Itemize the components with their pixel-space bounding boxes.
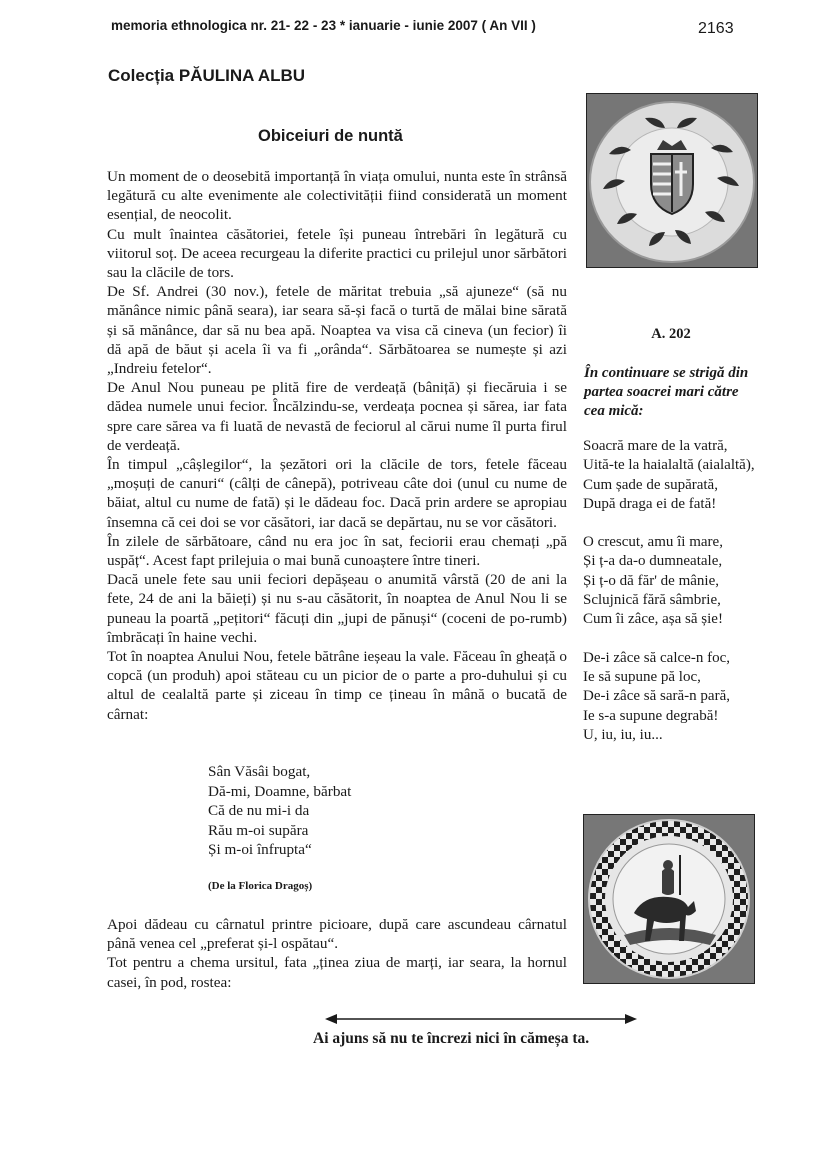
verse-line: După draga ei de fată!: [583, 495, 717, 512]
sidebar-verses: [583, 437, 783, 764]
page-number: 2163: [698, 20, 734, 37]
stanza: [583, 649, 783, 745]
article-body-continued: [107, 915, 567, 992]
paragraph: Tot în noaptea Anului Nou, fetele bătrâne ieșeau la vale. Făceau în gheață o copcă (un produh) apoi stăteau cu un picior de o parte a pro-duhului și cu altul de cealaltă parte și ziceau în timp ce țineau în mână o bucată de cârnat:: [107, 648, 567, 723]
poem-line: Sân Văsâi bogat,: [208, 763, 311, 780]
paragraph: Dacă unele fete sau unii feciori depășeau o anumită vârstă (20 de ani la fete, 24 de ani la băieți) și nu s-au căsătorit, în noaptea de Anul Nou li se puneau la poartă „pețitori“ făcuți din „jupi de pănuși“ (coceni de po-rumb) îmbrăcați în haine vechi.: [107, 571, 567, 646]
paragraph: În timpul „câșlegilor“, la șezători ori la clăcile de tors, fetele făceau „moșuți de canuri“ (câlți de cânepă), potriveau câte doi (unul cu nume de băiat, altul cu nume de fată) și le dădeau foc. Dacă prin ardere se apropiau însemna că cei doi se vor căsători, iar dacă se depărtau, nu se vor căsători.: [107, 456, 567, 531]
plate-horseman-photo: [583, 814, 755, 984]
article-title: Obiceiuri de nuntă: [258, 127, 403, 145]
intro-line: cea mică:: [584, 403, 644, 419]
intro-line: În continuare se strigă din: [584, 365, 749, 381]
poem-line: Dă-mi, Doamne, bărbat: [208, 782, 352, 800]
proverb: Ai ajuns să nu te încrezi nici în cămeșa ta.: [313, 1030, 590, 1047]
paragraph: În zilele de sărbătoare, când nu era joc în sat, feciorii erau chemați „pă uspăț“. Acest fapt prilejuia o mai bună cunoaștere între tineri.: [107, 532, 567, 570]
stanza: [583, 533, 783, 629]
verse-line: O crescut, amu îi mare,: [583, 534, 723, 551]
paragraph: Cu mult înaintea căsătoriei, fetele își puneau întrebări în legătură cu viitorul soț. De aceea recurgeau la diferite practici cu prilejul unor sărbători sau la clăcile de tors.: [107, 225, 567, 282]
plate-horseman-image: [584, 815, 754, 983]
plate-coat-of-arms-photo: [586, 93, 758, 268]
stanza: [583, 437, 783, 514]
verse-line: U, iu, iu, iu...: [583, 726, 663, 743]
verse-line: Cum îi zâce, așa să șie!: [583, 611, 723, 628]
verse-line: Soacră mare de la vatră,: [583, 438, 728, 454]
poem-line: Că de nu mi-i da: [208, 802, 310, 819]
sidebar-intro: [584, 364, 764, 421]
figure-caption: A. 202: [651, 326, 691, 342]
paragraph: Un moment de o deosebită importanță în viața omului, nunta este în strânsă legătură cu alte evenimente ale colectivității fiind considerată un moment esențial, de neocolit.: [107, 168, 567, 224]
paragraph: De Sf. Andrei (30 nov.), fetele de măritat trebuia „să ajuneze“ (să nu mănânce nimic până seara), iar seara să-și facă o turtă de mălai bine sărată și să mănânce, dar să nu bea apă. Noaptea va visa că cineva (un fecior) îi dă apă de băut și acela îi va fi „orânda“. Sărbătoarea se numește și azi „Indreiu fetelor“.: [107, 283, 567, 378]
paragraph: Apoi dădeau cu cârnatul printre picioare, după care ascundeau cârnatul până venea cel „preferat și-l ospătau“.: [107, 916, 567, 953]
paragraph: De Anul Nou puneau pe plită fire de verdeață (bâniță) și fiecăruia i se dădea numele unui fecior. Încălzindu-se, verdeața pocnea și sărea, iar fata spre care sărea va fi luată de nevastă de feciorul al cărui nume îl purta firul de verdeață.: [107, 379, 567, 454]
collection-title: Colecția PĂULINA ALBU: [108, 66, 306, 85]
verse-line: De-i zâce să sară-n pară,: [583, 688, 730, 705]
intro-line: partea soacrei mari către: [584, 384, 739, 400]
verse-line: Și ț-a da-o dumneatale,: [583, 553, 723, 570]
journal-header: memoria ethnologica nr. 21- 22 - 23 * ianuarie - iunie 2007 ( An VII ): [111, 18, 536, 33]
verse-line: Sclujnică fără sâmbrie,: [583, 592, 721, 609]
verse-line: De-i zâce să calce-n foc,: [583, 649, 730, 666]
article-body: [107, 167, 567, 724]
incantation-poem: [208, 762, 351, 860]
double-arrow-divider: [325, 1012, 637, 1026]
poem-line: Rău m-oi supăra: [208, 821, 309, 839]
verse-line: Ie s-a supune degrabă!: [583, 707, 719, 724]
verse-line: Cum șade de supărată,: [583, 476, 718, 493]
verse-line: Uită-te la haialaltă (aialaltă),: [583, 457, 755, 474]
poem-source: (De la Florica Dragoș): [208, 880, 313, 892]
paragraph: Tot pentru a chema ursitul, fata „ținea ziua de marți, iar seara, la hornul casei, în pod, rostea:: [107, 954, 567, 991]
poem-line: Și m-oi înfrupta“: [208, 841, 312, 858]
verse-line: Ie să supune pă loc,: [583, 668, 701, 685]
plate-coat-of-arms-image: [587, 94, 757, 267]
verse-line: Și ț-o dă făr' de mânie,: [583, 572, 719, 589]
